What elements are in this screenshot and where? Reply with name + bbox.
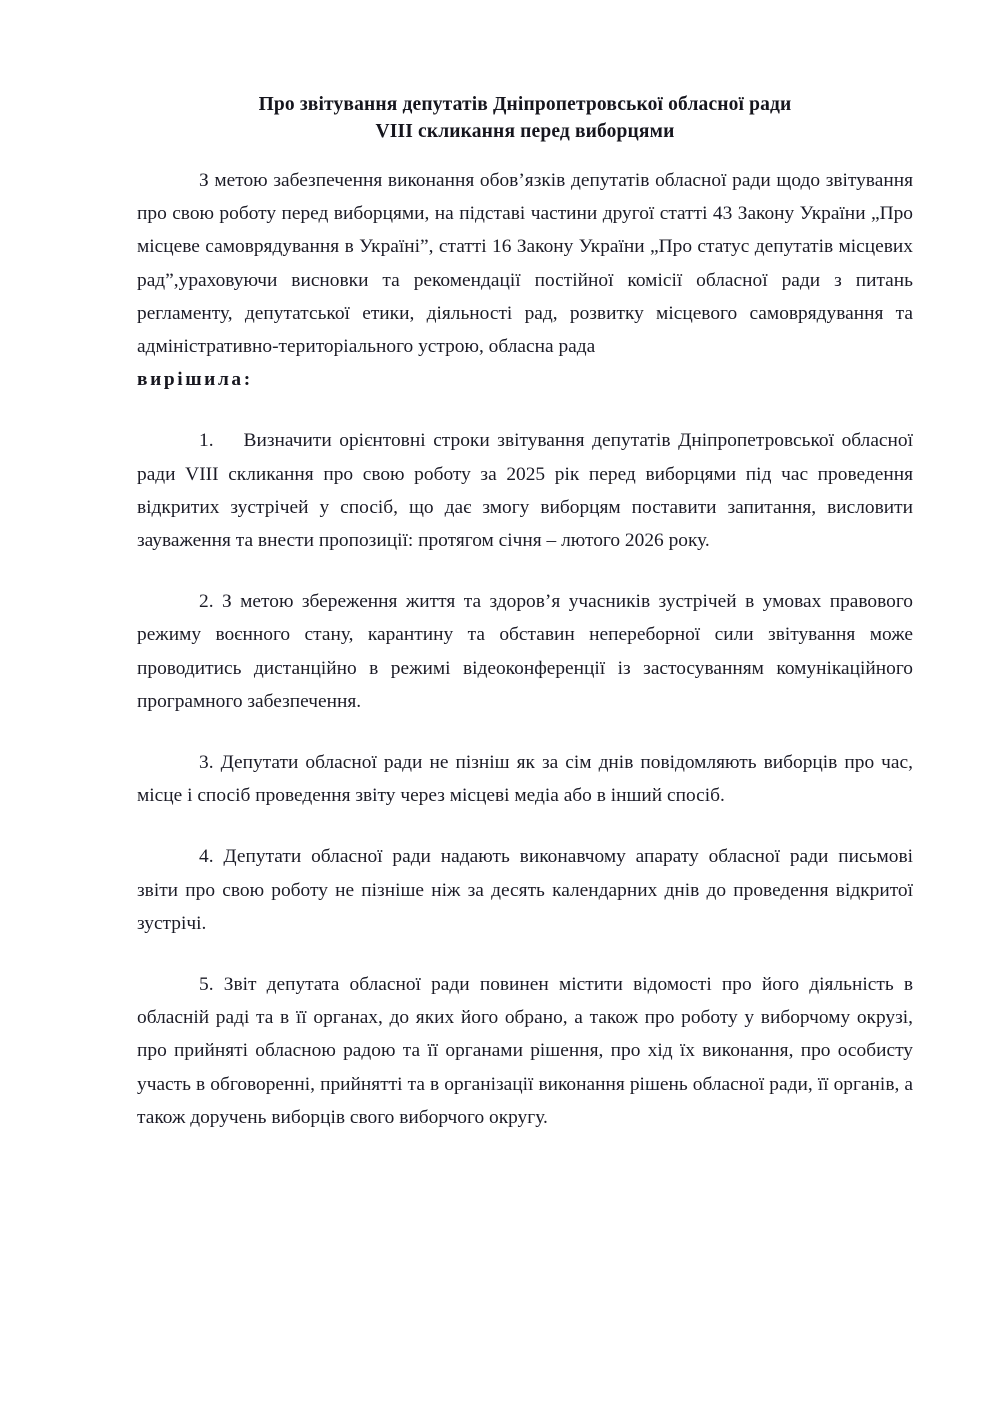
clause-number-1: 1. [199, 430, 214, 452]
page-title-line-2: VIII скликання перед виборцями [375, 121, 675, 142]
clause-item-1 [137, 424, 913, 557]
clause-text-2: З метою збереження життя та здоров’я учасників зустрічей в умовах правового режиму воєнного стану, карантину та обставин непереборної сили звітування може проводитись дистанційно в режимі відеоконференції із застосуванням комунікаційного програмного забезпечення. [137, 591, 913, 712]
page-title [137, 0, 913, 145]
preamble-text: З метою забезпечення виконання обов’язків депутатів обласної ради щодо звітування про свою роботу перед виборцями, на підставі частини другої статті 43 Закону України „Про місцеве самоврядування в Україні”, статті 16 Закону України „Про статус депутатів місцевих рад”,ураховуючи висновки та рекомендації постійної комісії обласної ради з питань регламенту, депутатської етики, діяльності рад, розвитку місцевого самоврядування та адміністративно-територіального устрою, обласна рада [137, 170, 913, 358]
resolved-keyword: вирішила: [137, 369, 253, 391]
clause-item-4 [137, 840, 913, 940]
clause-text-1: Визначити орієнтовні строки звітування депутатів Дніпропетровської обласної ради VIII скликання про свою роботу за 2025 рік перед виборцями під час проведення відкритих зустрічей у спосіб, що дає змогу виборцям поставити запитання, висловити зауваження та внести пропозиції: протягом січня – лютого 2026 року. [137, 430, 913, 552]
preamble-paragraph [137, 164, 913, 363]
clause-number-4: 4. [199, 846, 214, 868]
clause-number-3: 3. [199, 752, 214, 774]
clause-item-5 [137, 968, 913, 1134]
clause-item-2 [137, 585, 913, 718]
clause-number-2: 2. [199, 591, 214, 613]
clause-text-4: Депутати обласної ради надають виконавчому апарату обласної ради письмові звіти про свою роботу не пізніше ніж за десять календарних днів до проведення відкритої зустрічі. [137, 846, 913, 934]
document-body [137, 0, 913, 1134]
clause-text-5: Звіт депутата обласної ради повинен містити відомості про його діяльність в обласній раді та в її органах, до яких його обрано, а також про роботу у виборчому окрузі, про прийняті обласною радою та її органами рішення, про хід їх виконання, про особисту участь в обговоренні, прийнятті та в організації виконання рішень обласної ради, її органів, а також доручень виборців свого виборчого округу. [137, 974, 913, 1128]
clause-text-3: Депутати обласної ради не пізніш як за сім днів повідомляють виборців про час, місце і спосіб проведення звіту через місцеві медіа або в інший спосіб. [137, 752, 913, 807]
clause-item-3 [137, 746, 913, 812]
clause-number-5: 5. [199, 974, 214, 996]
page-title-line-1: Про звітування депутатів Дніпропетровської обласної ради [258, 94, 792, 115]
